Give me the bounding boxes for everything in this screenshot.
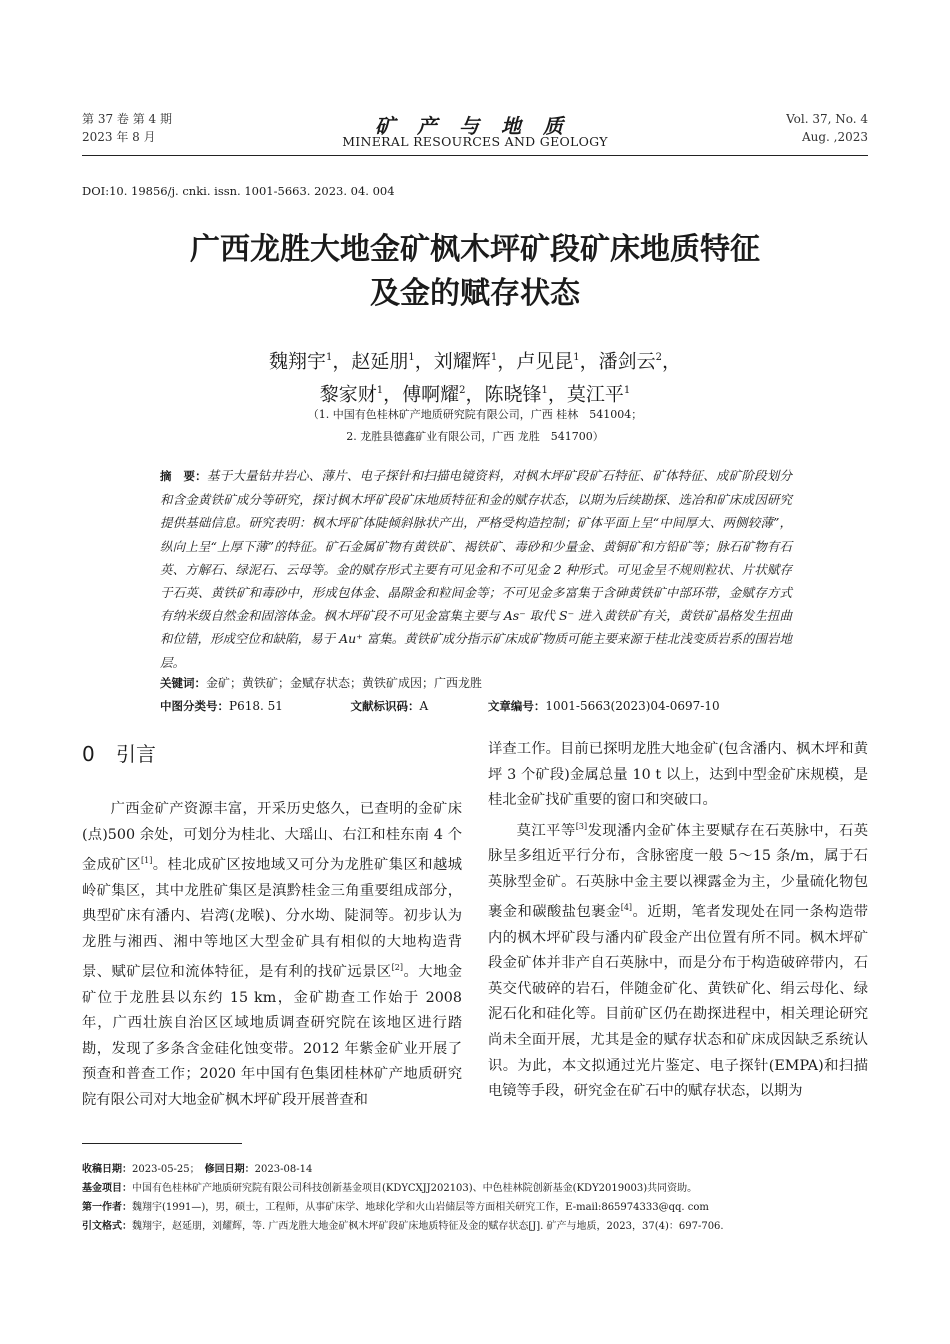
paragraph: 详查工作。目前已探明龙胜大地金矿(包含潘内、枫木坪和黄坪 3 个矿段)金属总量 10 t 以上，达到中型金矿床规模，是桂北金矿找矿重要的窗口和突破口。 <box>488 741 868 809</box>
text-span: 广西金矿产资源丰富，开采历史悠久，已查明的金矿床(点)500 余处，可划分为桂北、大瑶山、右江和桂东南 4 个金成矿区 <box>82 801 462 873</box>
citation-format-label: 引文格式： <box>82 1221 132 1232</box>
received-label: 收稿日期： <box>82 1164 132 1175</box>
volume-issue-en: Vol. 37, No. 4 <box>786 112 868 126</box>
author-affil: 1 <box>573 352 580 363</box>
doi: DOI:10. 19856/j. cnki. issn. 1001-5663. 2023. 04. 004 <box>82 184 395 198</box>
author-name: 莫江平 <box>566 383 624 406</box>
volume-issue: 第 37 卷 第 4 期 <box>82 112 172 126</box>
author-affil: 1 <box>326 352 333 363</box>
header-rule <box>82 155 868 156</box>
paragraph <box>488 814 868 1105</box>
issue-date-en: Aug. ,2023 <box>801 130 868 144</box>
section-title: 引言 <box>116 742 156 766</box>
funding-text: 中国有色桂林矿产地质研究院有限公司科技创新基金项目(KDYCXJJ202103)、中色桂林院创新基金(KDY2019003)共同资助。 <box>132 1183 698 1194</box>
author-list <box>80 343 870 410</box>
author-affil: 1 <box>408 352 415 363</box>
affiliation-2: 2. 龙胜县德鑫矿业有限公司，广西 龙胜 541700） <box>346 430 604 443</box>
author-affil: 2 <box>655 352 662 363</box>
affiliations <box>80 404 870 448</box>
author-name: 陈晓锋 <box>484 383 542 406</box>
journal-title-cn: 矿产与地质 <box>375 114 585 138</box>
title-line-1: 广西龙胜大地金矿枫木坪矿段矿床地质特征 <box>190 232 760 267</box>
body-column-right <box>488 737 868 1105</box>
author-affil: 2 <box>459 385 466 397</box>
revised-label: 修回日期： <box>204 1164 255 1175</box>
author-name: 傅啊耀 <box>402 383 460 406</box>
author-name: 赵延朋 <box>351 350 409 373</box>
dates-line <box>82 1160 872 1179</box>
clc-value: P618. 51 <box>229 699 283 713</box>
title-line-2: 及金的赋存状态 <box>370 276 580 311</box>
text-span: 。近期，笔者发现处在同一条构造带内的枫木坪矿段与潘内矿段金产出位置有所不同。枫木坪矿段金矿体并非产自石英脉中，而是分布于构造破碎带内，石英交代破碎的岩石，伴随金矿化、黄铁矿化、绢云母化、绿泥石化和硅化等。目前矿区仍在勘探进程中，相关理论研究尚未全面开展，尤其是金的赋存状态和矿床成因缺乏系统认识。为此，本文拟通过光片鉴定、电子探针(EMPA)和扫描电镜等手段，研究金在矿石中的赋存状态，以期为 <box>488 904 869 1100</box>
text-span: 莫江平等 <box>516 822 576 839</box>
first-author-text: 魏翔宇(1991—)，男，硕士，工程师，从事矿床学、地球化学和火山岩储层等方面相关研究工作，E-mail:865974333@qq. com <box>132 1202 709 1213</box>
author-name: 潘剑云 <box>598 350 656 373</box>
funding-label: 基金项目： <box>82 1183 132 1194</box>
keywords <box>160 673 800 693</box>
keywords-label: 关键词： <box>160 676 206 690</box>
body-column-left <box>82 797 462 1114</box>
abstract-label: 摘 要： <box>160 469 207 483</box>
first-author-line <box>82 1198 872 1217</box>
footnote-rule <box>82 1143 242 1144</box>
text-span: 。桂北成矿区按地域又可分为龙胜矿集区和越城岭矿集区，其中龙胜矿集区是滇黔桂金三角重要组成部分，典型矿床有潘内、岩湾(龙喉)、分水坳、陡洞等。初步认为龙胜与湘西、湘中等地区大型金矿具有相似的大地构造背景、赋矿层位和流体特征，是有利的找矿远景区 <box>82 856 463 981</box>
abstract <box>160 464 792 674</box>
article-number-label: 文章编号： <box>487 699 546 713</box>
article-title <box>60 228 890 316</box>
author-name: 刘耀辉 <box>433 350 491 373</box>
issue-date: 2023 年 8 月 <box>82 130 156 144</box>
citation-format-text: 魏翔宇，赵延朋，刘耀辉，等. 广西龙胜大地金矿枫木坪矿段矿床地质特征及金的赋存状态[J]. 矿产与地质，2023，37(4)：697-706. <box>132 1221 724 1232</box>
issue-info <box>82 110 172 146</box>
text-span: 。大地金矿位于龙胜县以东约 15 km，金矿勘查工作始于 2008 年，广西壮族自治区区域地质调查研究院在该地区进行踏勘，发现了多条含金硅化蚀变带。2012 年紫金矿业开展了预查和普查工作；2020 年中国有色集团桂林矿产地质研究院有限公司对大地金矿枫木坪矿段开展普查和 <box>82 964 463 1109</box>
text-span: 发现潘内金矿体主要赋存在石英脉中，石英脉呈多组近平行分布，含脉密度一般 5～15 条/m，属于石英脉型金矿。石英脉中金主要以裸露金为主，少量硫化物包裹金和碳酸盐包裹金 <box>488 822 869 921</box>
section-heading <box>82 740 156 768</box>
keywords-text: 金矿；黄铁矿；金赋存状态；黄铁矿成因；广西龙胜 <box>206 676 483 690</box>
clc-label: 中图分类号： <box>160 699 229 713</box>
article-number-value: 1001-5663(2023)04-0697-10 <box>545 699 720 713</box>
abstract-text: 基于大量钻井岩心、薄片、电子探针和扫描电镜资料，对枫木坪矿段矿石特征、矿体特征、成矿阶段划分和含金黄铁矿成分等研究，探讨枫木坪矿段矿床地质特征和金的赋存状态，以期为后续勘探、选冶和矿床成因研究提供基础信息。研究表明：枫木坪矿体陡倾斜脉状产出，严格受构造控制；矿体平面上呈“中间厚大、两侧较薄”，纵向上呈“上厚下薄”的特征。矿石金属矿物有黄铁矿、褐铁矿、毒砂和少量金、黄铜矿和方铅矿等；脉石矿物有石英、方解石、绿泥石、云母等。金的赋存形式主要有可见金和不可见金 2 种形式。可见金呈不规则粒状、片状赋存于石英、黄铁矿和毒砂中，形成包体金、晶隙金和粒间金等；不可见金多富集于含砷黄铁矿中部环带，金赋存方式有纳米级自然金和固溶体金。枫木坪矿段不可见金富集主要与 As⁻ 取代 S⁻ 进入黄铁矿有关，黄铁矿晶格发生扭曲和位错，形成空位和缺陷，易于 Au⁺ 富集。黄铁矿成分指示矿床成矿物质可能主要来源于桂北浅变质岩系的围岩地层。 <box>160 468 792 670</box>
author-line-1: 魏翔宇$^1$，赵延朋$^1$，刘耀辉$^1$，卢见昆$^1$，潘剑云$^2$， <box>268 350 682 373</box>
author-affil: 1 <box>541 385 548 397</box>
doc-code-label: 文献标识码： <box>350 699 420 713</box>
author-affil: 1 <box>376 385 384 397</box>
author-name: 魏翔宇 <box>268 350 326 373</box>
citation: [1] <box>141 856 153 866</box>
author-affil: 1 <box>623 385 631 397</box>
author-name: 黎家财 <box>319 383 377 406</box>
footnotes <box>82 1160 872 1236</box>
classification-line <box>160 696 800 716</box>
received-date: 2023-05-25； <box>132 1164 195 1175</box>
author-affil: 1 <box>490 352 498 363</box>
funding-line <box>82 1179 872 1198</box>
affiliation-1: （1. 中国有色桂林矿产地质研究院有限公司，广西 桂林 541004； <box>307 408 643 421</box>
citation: [3] <box>575 821 588 831</box>
author-line-2: 黎家财$^1$，傅啊耀$^2$，陈晓锋$^1$，莫江平$^1$ <box>319 383 631 406</box>
citation: [2] <box>391 963 404 973</box>
issue-info-en <box>786 110 868 146</box>
citation-format-line <box>82 1217 872 1236</box>
doc-code-value: A <box>419 699 429 713</box>
first-author-label: 第一作者： <box>82 1202 132 1213</box>
paragraph <box>82 797 462 1114</box>
author-name: 卢见昆 <box>516 350 574 373</box>
journal-title-en: MINERAL RESOURCES AND GEOLOGY <box>342 134 608 149</box>
revised-date: 2023-08-14 <box>254 1164 313 1175</box>
section-number: 0 <box>82 742 95 766</box>
citation: [4] <box>620 903 633 913</box>
